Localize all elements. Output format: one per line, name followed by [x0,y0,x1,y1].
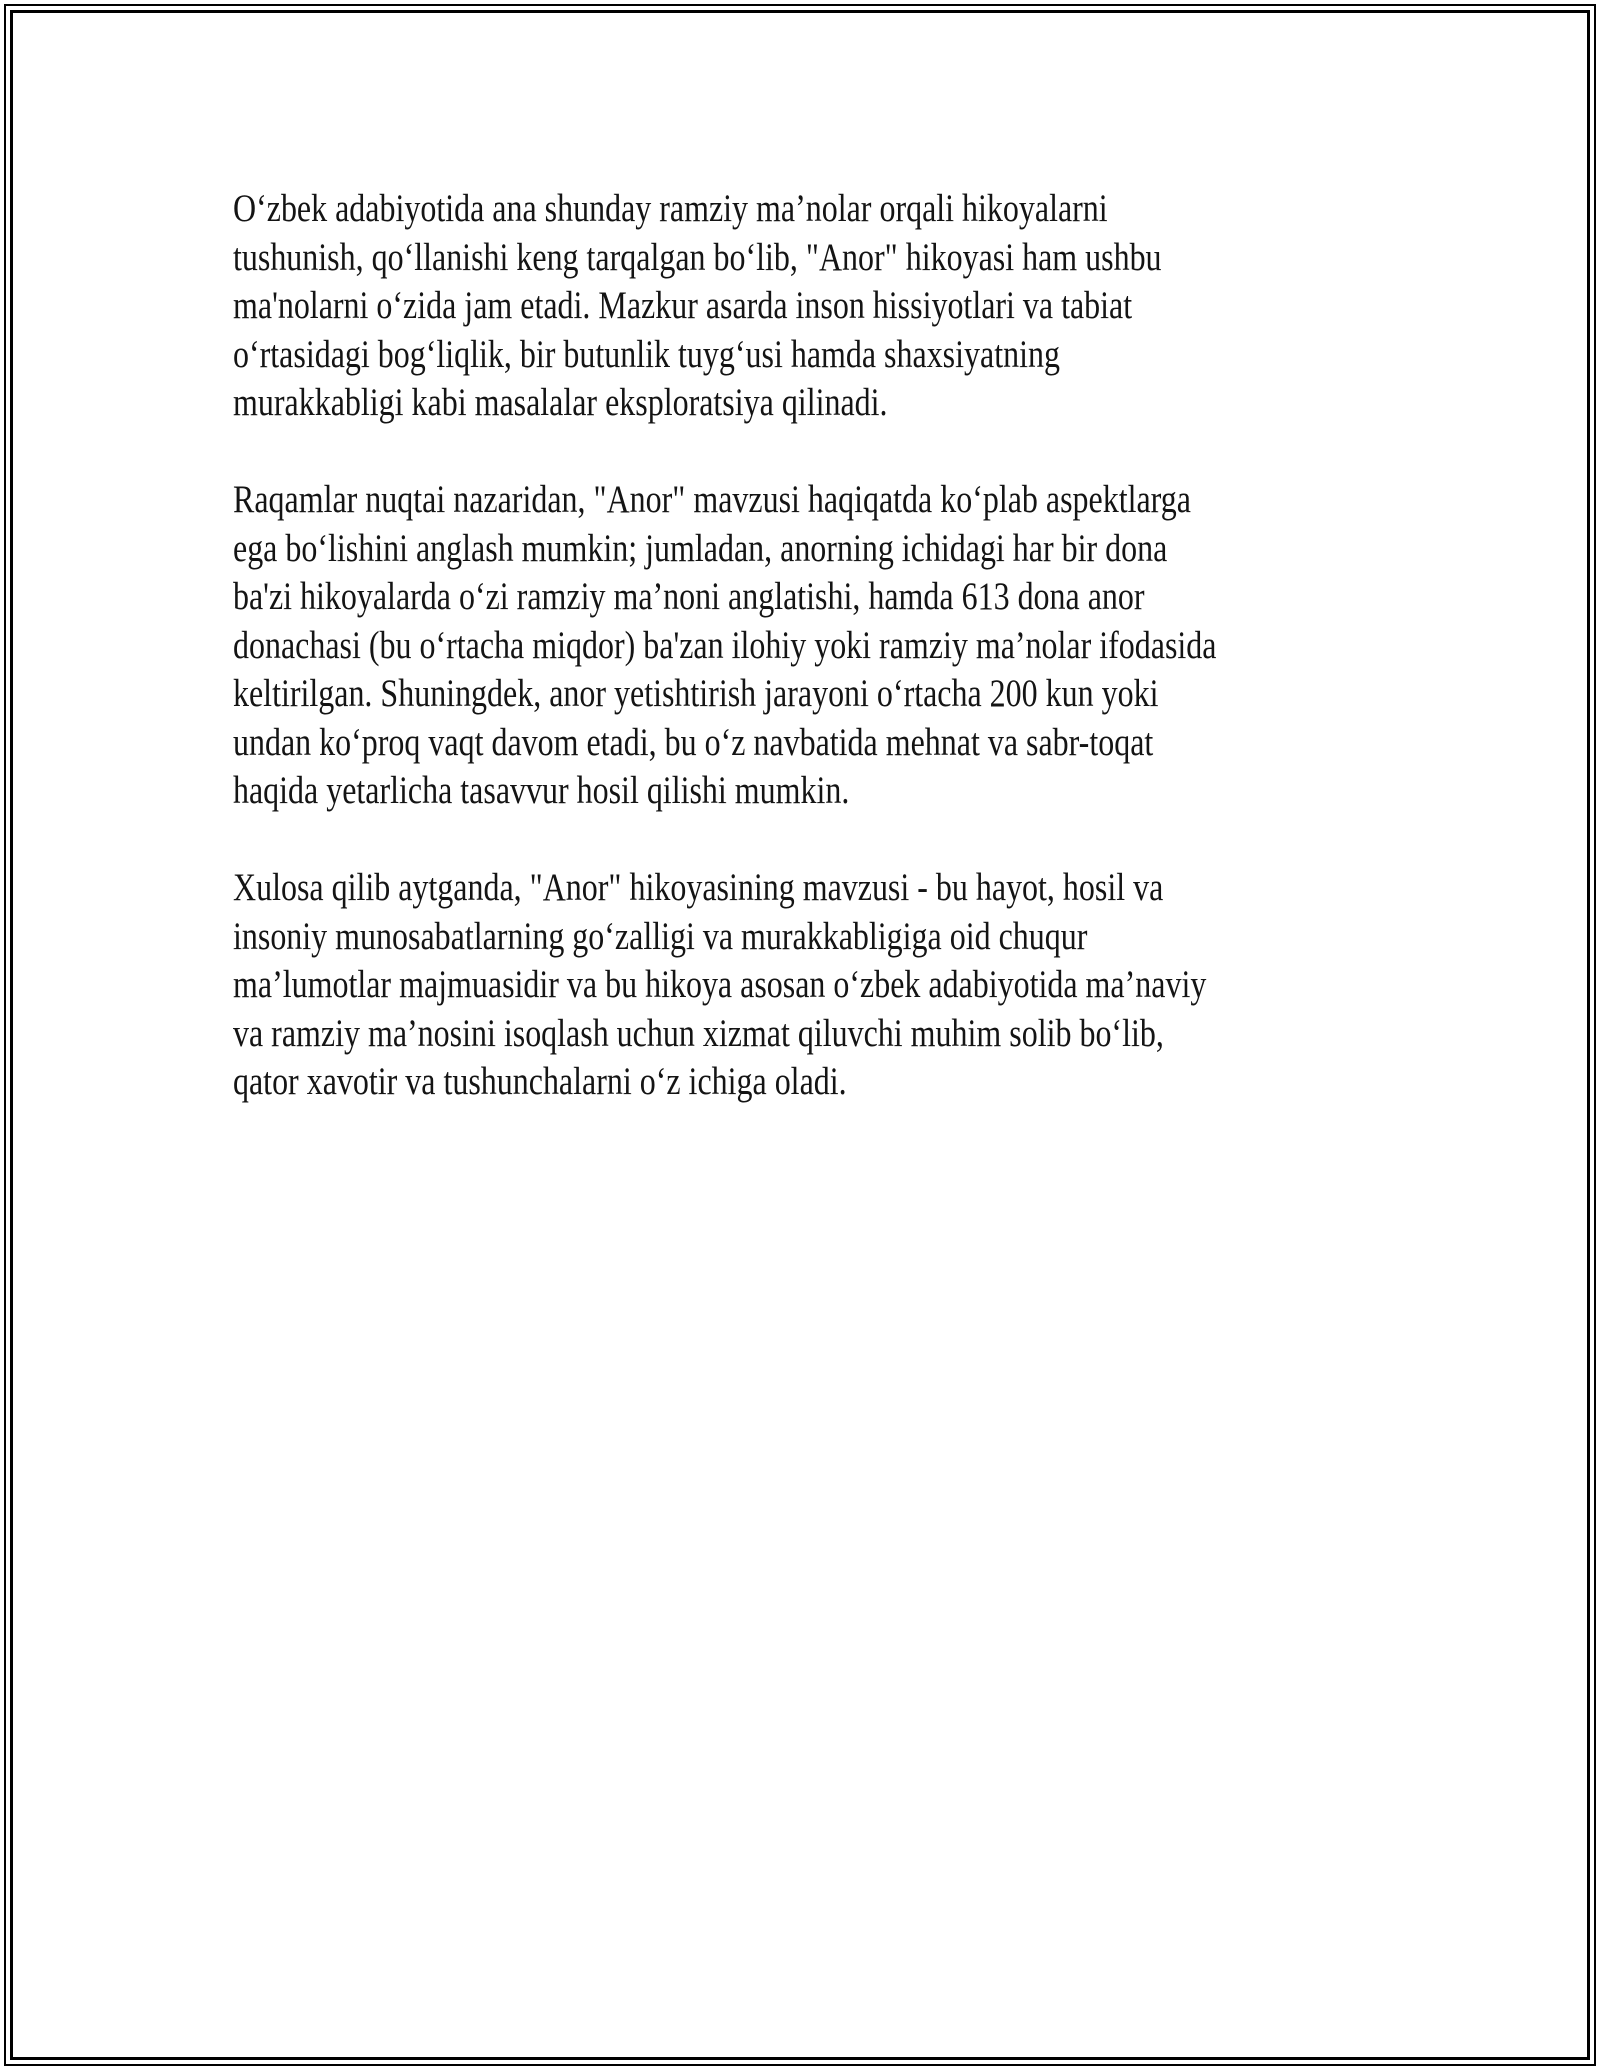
text-line: donachasi (bu o‘rtacha miqdor) ba'zan ilohiy yoki ramziy ma’nolar ifodasida [233,623,1217,667]
paragraph-2 [233,476,1463,816]
text-line: Xulosa qilib aytganda, "Anor" hikoyasining mavzusi - bu hayot, hosil va [233,866,1164,909]
text-line: murakkabligi kabi masalalar eksploratsiya qilinadi. [233,381,888,424]
text-line: va ramziy ma’nosini isoqlash uchun xizmat qiluvchi muhim solib bo‘lib, [233,1011,1164,1055]
text-line: haqida yetarlicha tasavvur hosil qilishi mumkin. [233,769,850,812]
text-line: O‘zbek adabiyotida ana shunday ramziy ma’nolar orqali hikoyalarni [233,187,1108,230]
text-line: Raqamlar nuqtai nazaridan, "Anor" mavzusi haqiqatda ko‘plab aspektlarga [233,478,1191,521]
paragraph-1 [233,185,1463,428]
document-content [233,185,1463,1155]
paragraph-3 [233,864,1463,1107]
text-line: ba'zi hikoyalarda o‘zi ramziy ma’noni anglatishi, hamda 613 dona anor [233,575,1145,618]
text-line: qator xavotir va tushunchalarni o‘z ichiga oladi. [233,1060,847,1103]
text-line: keltirilgan. Shuningdek, anor yetishtirish jarayoni o‘rtacha 200 kun yoki [233,672,1159,715]
text-line: ma’lumotlar majmuasidir va bu hikoya asosan o‘zbek adabiyotida ma’naviy [233,963,1207,1006]
text-line: tushunish, qo‘llanishi keng tarqalgan bo‘lib, "Anor" hikoyasi ham ushbu [233,235,1162,279]
text-line: insoniy munosabatlarning go‘zalligi va murakkabligiga oid chuqur [233,914,1088,958]
text-line: ega bo‘lishini anglash mumkin; jumladan, anorning ichidagi har bir dona [233,526,1168,570]
text-line: ma'nolarni o‘zida jam etadi. Mazkur asarda inson hissiyotlari va tabiat [233,284,1133,327]
text-line: o‘rtasidagi bog‘liqlik, bir butunlik tuyg‘usi hamda shaxsiyatning [233,332,1060,376]
text-line: undan ko‘proq vaqt davom etadi, bu o‘z navbatida mehnat va sabr-toqat [233,720,1154,764]
